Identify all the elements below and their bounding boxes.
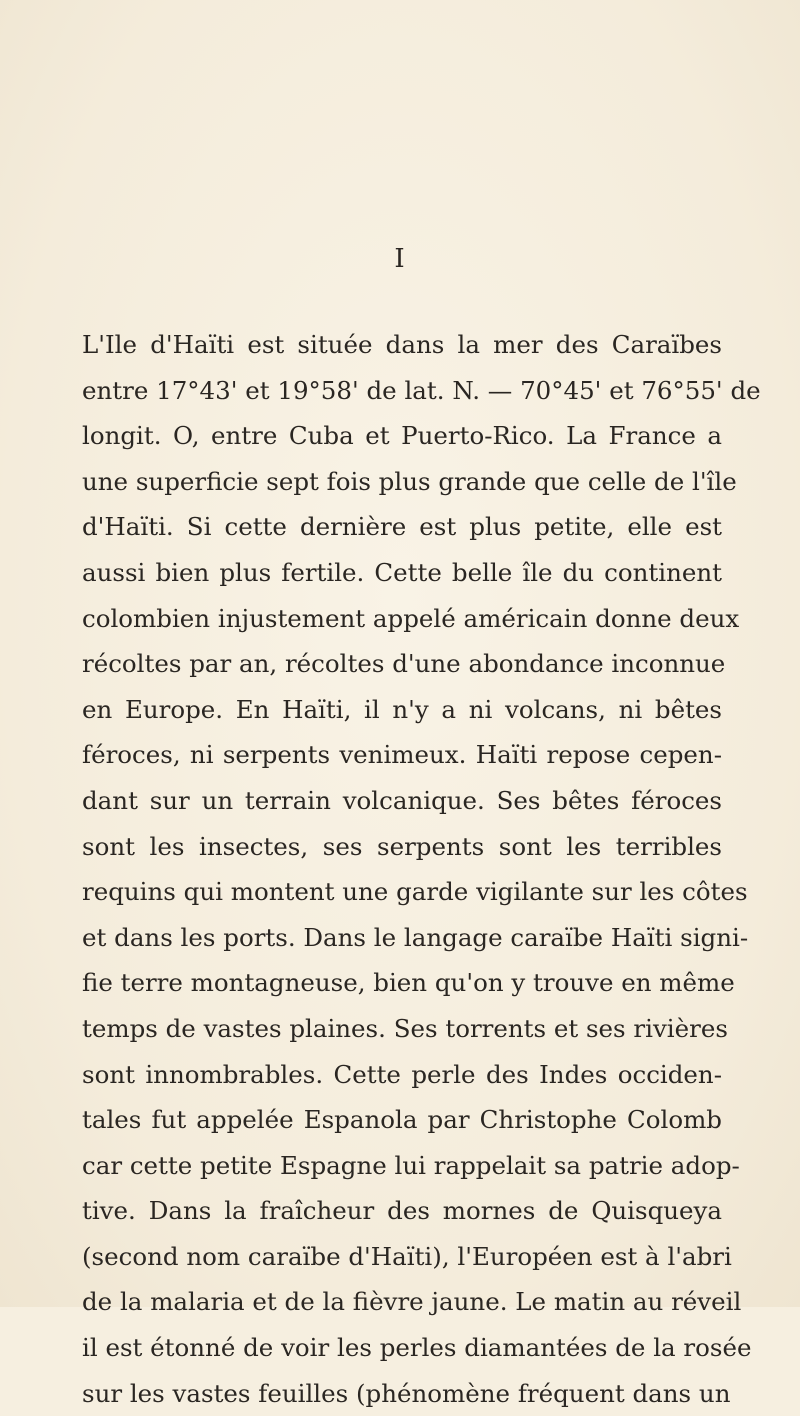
text-line: récoltes par an, récoltes d'une abondance inconnue <box>82 649 726 679</box>
text-line: féroces, ni serpents venimeux. Haïti repose cepen- <box>82 740 722 770</box>
text-line: entre 17°43' et 19°58' de lat. N. — 70°45' et 76°55' de <box>82 375 761 405</box>
text-line: dant sur un terrain volcanique. Ses bêtes féroces <box>82 785 722 815</box>
body-text <box>82 322 761 1416</box>
text-line: aussi bien plus fertile. Cette belle île du continent <box>82 557 722 587</box>
text-line: requins qui montent une garde vigilante sur les côtes <box>82 877 748 907</box>
text-line: L'Ile d'Haïti est située dans la mer des Caraïbes <box>82 330 722 359</box>
text-line: tive. Dans la fraîcheur des mornes de Quisqueya <box>82 1196 722 1226</box>
chapter-number: I <box>394 244 406 274</box>
text-line: sur les vastes feuilles (phénomène fréquent dans un <box>82 1378 731 1408</box>
text-line: de la malaria et de la fièvre jaune. Le matin au réveil <box>82 1287 742 1317</box>
text-line: sont innombrables. Cette perle des Indes occiden- <box>82 1059 722 1089</box>
text-line: et dans les ports. Dans le langage caraïbe Haïti signi- <box>82 922 749 952</box>
text-line: fie terre montagneuse, bien qu'on y trouve en même <box>82 968 735 998</box>
text-line: en Europe. En Haïti, il n'y a ni volcans, ni bêtes <box>82 694 722 724</box>
text-line: car cette petite Espagne lui rappelait sa patrie adop- <box>82 1150 740 1180</box>
text-line: d'Haïti. Si cette dernière est plus petite, elle est <box>82 512 722 542</box>
text-line: il est étonné de voir les perles diamantées de la rosée <box>82 1333 752 1363</box>
text-line: tales fut appelée Espanola par Christophe Colomb <box>82 1105 722 1135</box>
text-line: (second nom caraïbe d'Haïti), l'Européen est à l'abri <box>82 1241 732 1271</box>
text-line: sont les insectes, ses serpents sont les terribles <box>82 831 722 861</box>
text-line: temps de vastes plaines. Ses torrents et ses rivières <box>82 1013 728 1043</box>
text-line: longit. O, entre Cuba et Puerto-Rico. La France a <box>82 421 722 451</box>
text-line: une superficie sept fois plus grande que celle de l'île <box>82 466 737 496</box>
text-line: colombien injustement appelé américain donne deux <box>82 603 740 633</box>
